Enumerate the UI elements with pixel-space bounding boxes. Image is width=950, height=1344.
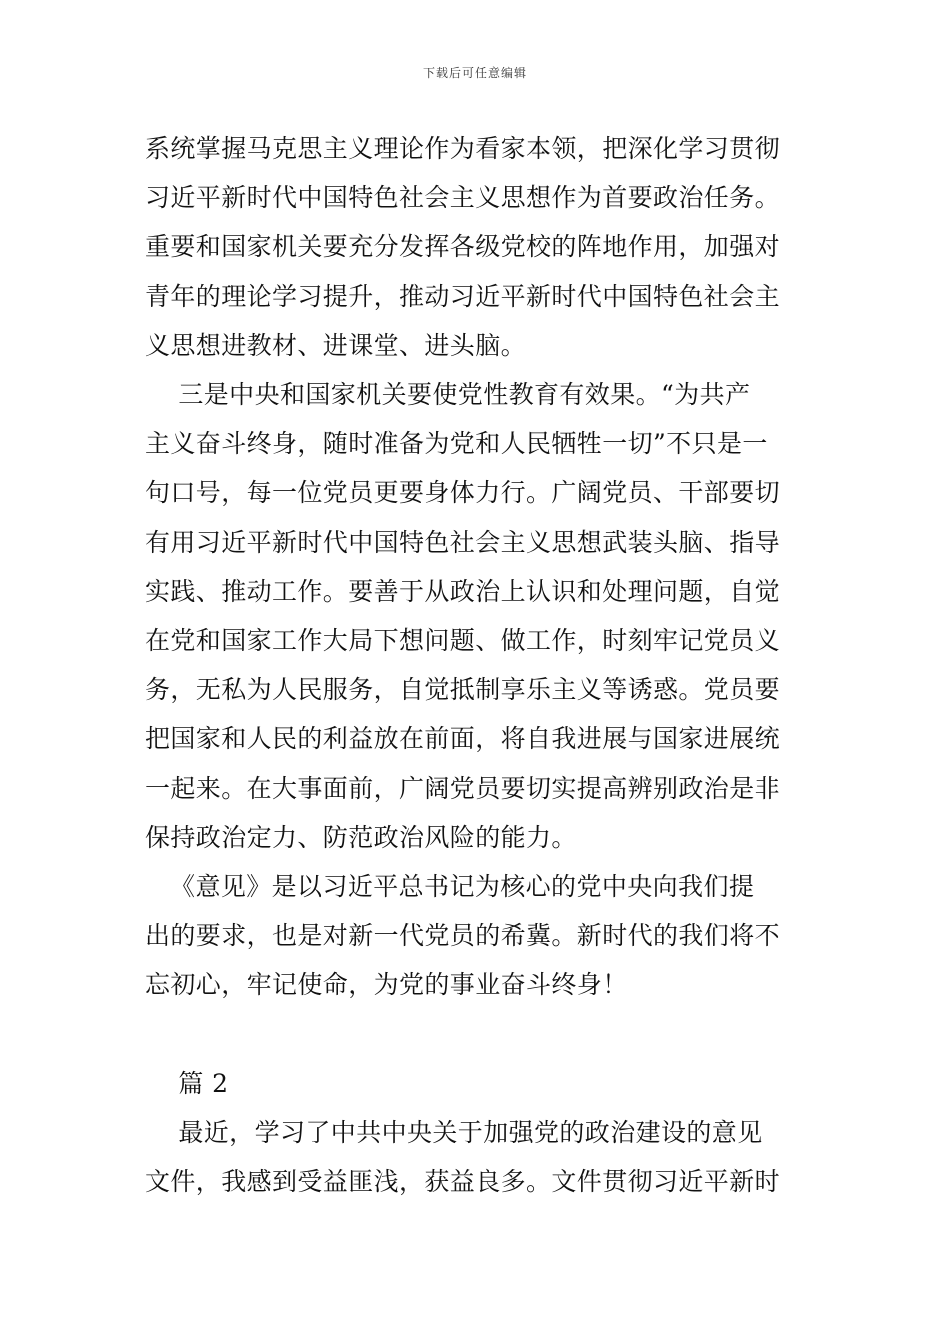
text-line: 习近平新时代中国特色社会主义思想作为首要政治任务。 [145, 183, 781, 213]
text-line: 文件，我感到受益匪浅，获益良多。文件贯彻习近平新时 [145, 1167, 781, 1197]
paragraph-recent-study [145, 1108, 810, 1206]
text-line: 三是中央和国家机关要使党性教育有效果。“为共产 [145, 380, 751, 410]
text-line: 实践、推动工作。要善于从政治上认识和处理问题，自觉 [145, 576, 781, 606]
text-line: 务，无私为人民服务，自觉抵制享乐主义等诱惑。党员要 [145, 675, 781, 705]
blank-line [145, 1010, 810, 1059]
text-line: 最近，学习了中共中央关于加强党的政治建设的意见 [145, 1117, 763, 1147]
text-line: 义思想进教材、进课堂、进头脑。 [145, 330, 527, 360]
text-line: 有用习近平新时代中国特色社会主义思想武装头脑、指导 [145, 527, 781, 557]
section-heading [145, 1059, 810, 1108]
text-line: 出的要求，也是对新一代党员的希冀。新时代的我们将不 [145, 921, 781, 951]
text-line: 主义奋斗终身，随时准备为党和人民牺牲一切”不只是一 [145, 429, 768, 459]
paragraph-opinion [145, 862, 810, 1010]
text-line: 《意见》是以习近平总书记为核心的党中央向我们提 [145, 872, 755, 902]
text-line: 系统掌握马克思主义理论作为看家本领，把深化学习贯彻 [145, 134, 781, 163]
paragraph-continuation [145, 124, 810, 370]
text-line: 把国家和人民的利益放在前面，将自我进展与国家进展统 [145, 724, 781, 754]
page-header: 下载后可任意编辑 [422, 66, 527, 80]
text-line: 保持政治定力、防范政治风险的能力。 [145, 822, 577, 852]
paragraph-party-education [145, 370, 810, 862]
section-title: 篇 2 [145, 1068, 229, 1098]
text-line: 重要和国家机关要充分发挥各级党校的阵地作用，加强对 [145, 232, 781, 262]
text-line: 句口号，每一位党员更要身体力行。广阔党员、干部要切 [145, 478, 781, 508]
text-line: 青年的理论学习提升，推动习近平新时代中国特色社会主 [145, 281, 781, 311]
text-line: 忘初心，牢记使命，为党的事业奋斗终身！ [145, 970, 628, 1000]
text-line: 在党和国家工作大局下想问题、做工作，时刻牢记党员义 [145, 626, 781, 656]
document-body [145, 124, 810, 1206]
text-line: 一起来。在大事面前，广阔党员要切实提高辨别政治是非 [145, 773, 781, 803]
